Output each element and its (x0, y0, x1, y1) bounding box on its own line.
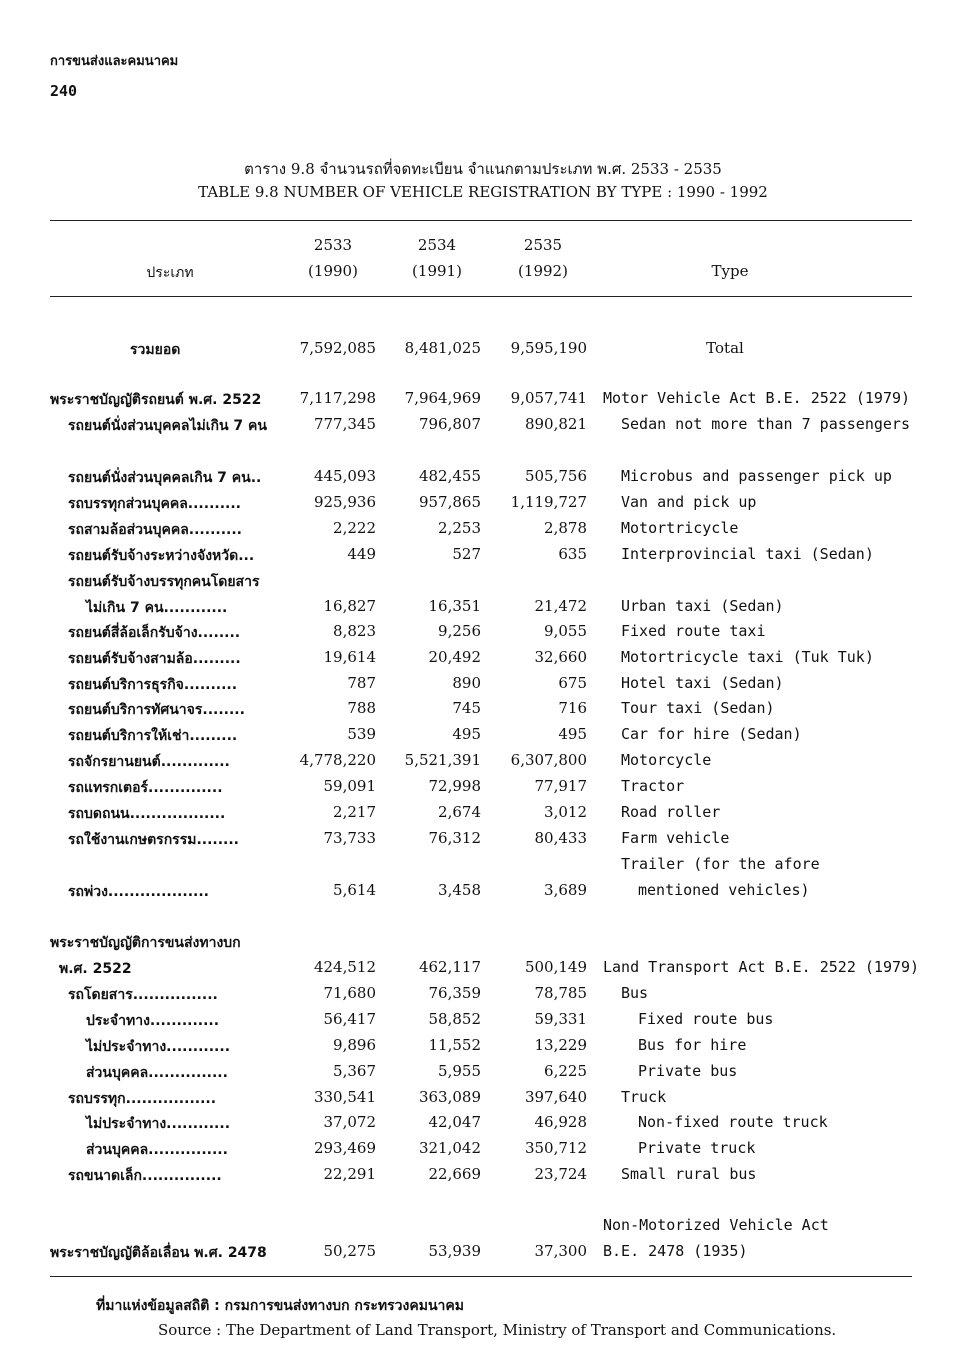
row-label-thai: รถขนาดเล็ก............... (68, 1168, 222, 1184)
cell-value-1992: 23,724 (534, 1165, 587, 1183)
cell-value-1992: 80,433 (534, 829, 587, 847)
row-label-thai: รถบรรทุก................. (68, 1091, 217, 1107)
row-label-english: Bus for hire (638, 1036, 747, 1054)
row-label-thai: พระราชบัญญัติล้อเลื่อน พ.ศ. 2478 (50, 1245, 267, 1261)
table-row (0, 1036, 966, 1062)
cell-value-1991: 957,865 (418, 493, 481, 511)
row-label-thai: รถยนต์รับจ้างสามล้อ......... (68, 651, 241, 667)
cell-value-1990: 5,367 (333, 1062, 376, 1080)
row-label-thai: รถแทรกเตอร์.............. (68, 780, 223, 796)
row-label-english: Tractor (621, 777, 685, 795)
row-label-thai: รถยนต์รับจ้างบรรทุกคนโดยสาร (68, 574, 260, 590)
table-row (0, 1010, 966, 1036)
cell-value-1990: 59,091 (323, 777, 376, 795)
row-label-thai: พระราชบัญญัติการขนส่งทางบก (50, 935, 241, 951)
cell-value-1991: 5,521,391 (404, 751, 481, 769)
cell-value-1992: 77,917 (534, 777, 587, 795)
cell-value-1992: 397,640 (524, 1088, 587, 1106)
cell-value-1990: 445,093 (313, 467, 376, 485)
cell-value-1990: 449 (347, 545, 376, 563)
cell-value-1990: 777,345 (313, 415, 376, 433)
row-label-thai: รถยนต์บริการทัศนาจร........ (68, 702, 245, 718)
row-label-thai: รถยนต์รับจ้างระหว่างจังหวัด... (68, 548, 255, 564)
cell-value-1992: 21,472 (534, 597, 587, 615)
table-row (0, 339, 966, 365)
row-label-thai: พระราชบัญญัติรถยนต์ พ.ศ. 2522 (50, 392, 262, 408)
row-label-english: Motorcycle (621, 751, 712, 769)
row-label-thai: รถใช้งานเกษตรกรรม........ (68, 832, 239, 848)
row-label-english: Car for hire (Sedan) (621, 725, 802, 743)
cell-value-1990: 8,823 (333, 622, 376, 640)
cell-value-1991: 53,939 (428, 1242, 481, 1260)
cell-value-1991: 72,998 (428, 777, 481, 795)
table-row (0, 1216, 966, 1242)
row-label-english: Trailer (for the afore (621, 855, 820, 873)
cell-value-1990: 50,275 (323, 1242, 376, 1260)
cell-value-1990: 71,680 (323, 984, 376, 1002)
table-row (0, 777, 966, 803)
table-row (0, 1062, 966, 1088)
table-row (0, 1242, 966, 1268)
cell-value-1990: 424,512 (313, 958, 376, 976)
section-header: การขนส่งและคมนาคม (50, 54, 179, 69)
row-label-thai: ไม่ประจำทาง............ (86, 1039, 231, 1055)
cell-value-1991: 2,253 (438, 519, 481, 537)
table-row (0, 597, 966, 623)
cell-value-1992: 3,012 (544, 803, 587, 821)
cell-value-1990: 16,827 (323, 597, 376, 615)
cell-value-1992: 3,689 (544, 881, 587, 899)
year-be: 2534 (417, 236, 457, 254)
cell-value-1991: 76,312 (428, 829, 481, 847)
cell-value-1991: 22,669 (428, 1165, 481, 1183)
row-label-english: Interprovincial taxi (Sedan) (621, 545, 874, 563)
table-row (0, 881, 966, 907)
row-label-thai: รถยนต์บริการให้เช่า......... (68, 728, 238, 744)
table-row (0, 674, 966, 700)
cell-value-1990: 539 (347, 725, 376, 743)
cell-value-1990: 37,072 (323, 1113, 376, 1131)
row-label-english: Hotel taxi (Sedan) (621, 674, 784, 692)
cell-value-1990: 787 (347, 674, 376, 692)
row-label-thai: รวมยอด (130, 342, 181, 358)
table-row (0, 622, 966, 648)
table-row (0, 984, 966, 1010)
row-label-english: Microbus and passenger pick up (621, 467, 892, 485)
cell-value-1992: 675 (558, 674, 587, 692)
row-label-thai: รถสามล้อส่วนบุคคล.......... (68, 522, 242, 538)
table-row (0, 415, 966, 441)
cell-value-1991: 3,458 (438, 881, 481, 899)
cell-value-1992: 32,660 (534, 648, 587, 666)
row-label-english: Total (706, 339, 744, 357)
year-ce: (1991) (412, 262, 462, 280)
table-row (0, 803, 966, 829)
row-label-thai: รถจักรยานยนต์............. (68, 754, 230, 770)
cell-value-1992: 505,756 (524, 467, 587, 485)
row-label-english: Van and pick up (621, 493, 757, 511)
cell-value-1992: 716 (558, 699, 587, 717)
cell-value-1991: 321,042 (418, 1139, 481, 1157)
row-label-english: Non-Motorized Vehicle Act (603, 1216, 829, 1234)
cell-value-1991: 527 (452, 545, 481, 563)
row-label-thai: พ.ศ. 2522 (59, 961, 132, 977)
table-row (0, 1088, 966, 1114)
row-label-thai: ส่วนบุคคล............... (86, 1065, 228, 1081)
table-row (0, 493, 966, 519)
table-row (0, 751, 966, 777)
cell-value-1990: 925,936 (313, 493, 376, 511)
table-row (0, 699, 966, 725)
cell-value-1992: 6,307,800 (510, 751, 587, 769)
table-title-thai: ตาราง 9.8 จำนวนรถที่จดทะเบียน จำแนกตามประเภท พ.ศ. 2533 - 2535 (244, 160, 722, 178)
row-label-thai: รถยนต์นั่งส่วนบุคคลเกิน 7 คน.. (68, 470, 262, 486)
row-label-thai: ประจำทาง............. (86, 1013, 220, 1029)
row-label-thai: รถยนต์สี่ล้อเล็กรับจ้าง........ (68, 625, 241, 641)
cell-value-1991: 16,351 (428, 597, 481, 615)
table-row (0, 932, 966, 958)
table-row (0, 519, 966, 545)
table-row (0, 545, 966, 571)
cell-value-1991: 495 (452, 725, 481, 743)
table-row (0, 1139, 966, 1165)
cell-value-1990: 7,592,085 (299, 339, 376, 357)
cell-value-1992: 890,821 (524, 415, 587, 433)
cell-value-1992: 9,595,190 (510, 339, 587, 357)
table-row (0, 571, 966, 597)
row-label-english: Small rural bus (621, 1165, 757, 1183)
row-label-thai: ไม่เกิน 7 คน............ (86, 600, 228, 616)
row-label-thai: ไม่ประจำทาง............ (86, 1116, 231, 1132)
cell-value-1992: 495 (558, 725, 587, 743)
row-label-english: Tour taxi (Sedan) (621, 699, 775, 717)
cell-value-1992: 2,878 (544, 519, 587, 537)
cell-value-1991: 363,089 (418, 1088, 481, 1106)
row-label-english: Private bus (638, 1062, 738, 1080)
cell-value-1992: 9,055 (544, 622, 587, 640)
cell-value-1992: 9,057,741 (510, 389, 587, 407)
row-label-thai: รถยนต์บริการธุรกิจ.......... (68, 677, 238, 693)
row-label-thai: รถบรรทุกส่วนบุคคล.......... (68, 496, 241, 512)
row-label-english: Private truck (638, 1139, 756, 1157)
row-label-english: Motor Vehicle Act B.E. 2522 (1979) (603, 389, 911, 407)
cell-value-1991: 8,481,025 (404, 339, 481, 357)
cell-value-1991: 745 (452, 699, 481, 717)
page-number: 240 (50, 82, 78, 100)
table-row (0, 467, 966, 493)
table-row (0, 829, 966, 855)
table-title-english: TABLE 9.8 NUMBER OF VEHICLE REGISTRATION BY TYPE : 1990 - 1992 (198, 183, 768, 201)
cell-value-1990: 2,217 (333, 803, 376, 821)
year-ce: (1990) (308, 262, 358, 280)
row-label-thai: รถบดถนน.................. (68, 806, 226, 822)
cell-value-1991: 7,964,969 (404, 389, 481, 407)
cell-value-1990: 19,614 (323, 648, 376, 666)
cell-value-1991: 42,047 (428, 1113, 481, 1131)
cell-value-1991: 796,807 (418, 415, 481, 433)
row-label-thai: ส่วนบุคคล............... (86, 1142, 228, 1158)
row-label-english: Motortricycle (621, 519, 739, 537)
row-label-english: Road roller (621, 803, 721, 821)
cell-value-1991: 2,674 (438, 803, 481, 821)
source-thai: ที่มาแห่งข้อมูลสถิติ : กรมการขนส่งทางบก กระทรวงคมนาคม (96, 1298, 464, 1314)
row-label-english: Fixed route taxi (621, 622, 766, 640)
row-label-english: Non-fixed route truck (638, 1113, 828, 1131)
table-row (0, 389, 966, 415)
column-header-type-english: Type (711, 262, 749, 280)
row-label-english: mentioned vehicles) (638, 881, 810, 899)
row-label-english: B.E. 2478 (1935) (603, 1242, 748, 1260)
cell-value-1992: 350,712 (524, 1139, 587, 1157)
table-row (0, 958, 966, 984)
table-row (0, 648, 966, 674)
row-label-english: Land Transport Act B.E. 2522 (1979) (603, 958, 920, 976)
year-ce: (1992) (518, 262, 568, 280)
cell-value-1991: 58,852 (428, 1010, 481, 1028)
column-header-type-thai: ประเภท (146, 265, 194, 281)
cell-value-1991: 5,955 (438, 1062, 481, 1080)
row-label-thai: รถยนต์นั่งส่วนบุคคลไม่เกิน 7 คน (68, 418, 267, 434)
year-be: 2535 (523, 236, 563, 254)
cell-value-1991: 76,359 (428, 984, 481, 1002)
cell-value-1992: 13,229 (534, 1036, 587, 1054)
cell-value-1990: 73,733 (323, 829, 376, 847)
cell-value-1990: 9,896 (333, 1036, 376, 1054)
cell-value-1990: 330,541 (313, 1088, 376, 1106)
row-label-thai: รถโดยสาร................ (68, 987, 218, 1003)
year-be: 2533 (313, 236, 353, 254)
cell-value-1990: 2,222 (333, 519, 376, 537)
row-label-english: Motortricycle taxi (Tuk Tuk) (621, 648, 874, 666)
cell-value-1990: 788 (347, 699, 376, 717)
cell-value-1992: 37,300 (534, 1242, 587, 1260)
cell-value-1992: 59,331 (534, 1010, 587, 1028)
cell-value-1991: 462,117 (418, 958, 481, 976)
source-english: Source : The Department of Land Transport, Ministry of Transport and Communications. (158, 1321, 837, 1339)
table-row (0, 1165, 966, 1191)
cell-value-1991: 9,256 (438, 622, 481, 640)
row-label-thai: รถพ่วง................... (68, 884, 209, 900)
cell-value-1990: 22,291 (323, 1165, 376, 1183)
table-row (0, 1113, 966, 1139)
cell-value-1992: 635 (558, 545, 587, 563)
row-label-english: Truck (621, 1088, 667, 1106)
cell-value-1990: 5,614 (333, 881, 376, 899)
row-label-english: Bus (621, 984, 649, 1002)
row-label-english: Fixed route bus (638, 1010, 774, 1028)
row-label-english: Farm vehicle (621, 829, 730, 847)
table-row (0, 725, 966, 751)
cell-value-1990: 56,417 (323, 1010, 376, 1028)
cell-value-1992: 500,149 (524, 958, 587, 976)
cell-value-1992: 6,225 (544, 1062, 587, 1080)
row-label-english: Sedan not more than 7 passengers (621, 415, 910, 433)
cell-value-1990: 4,778,220 (299, 751, 376, 769)
row-label-english: Urban taxi (Sedan) (621, 597, 784, 615)
cell-value-1991: 20,492 (428, 648, 481, 666)
cell-value-1990: 7,117,298 (299, 389, 376, 407)
table-row (0, 855, 966, 881)
cell-value-1991: 482,455 (418, 467, 481, 485)
cell-value-1992: 78,785 (534, 984, 587, 1002)
cell-value-1991: 11,552 (428, 1036, 481, 1054)
cell-value-1992: 46,928 (534, 1113, 587, 1131)
cell-value-1992: 1,119,727 (510, 493, 587, 511)
cell-value-1991: 890 (452, 674, 481, 692)
cell-value-1990: 293,469 (313, 1139, 376, 1157)
